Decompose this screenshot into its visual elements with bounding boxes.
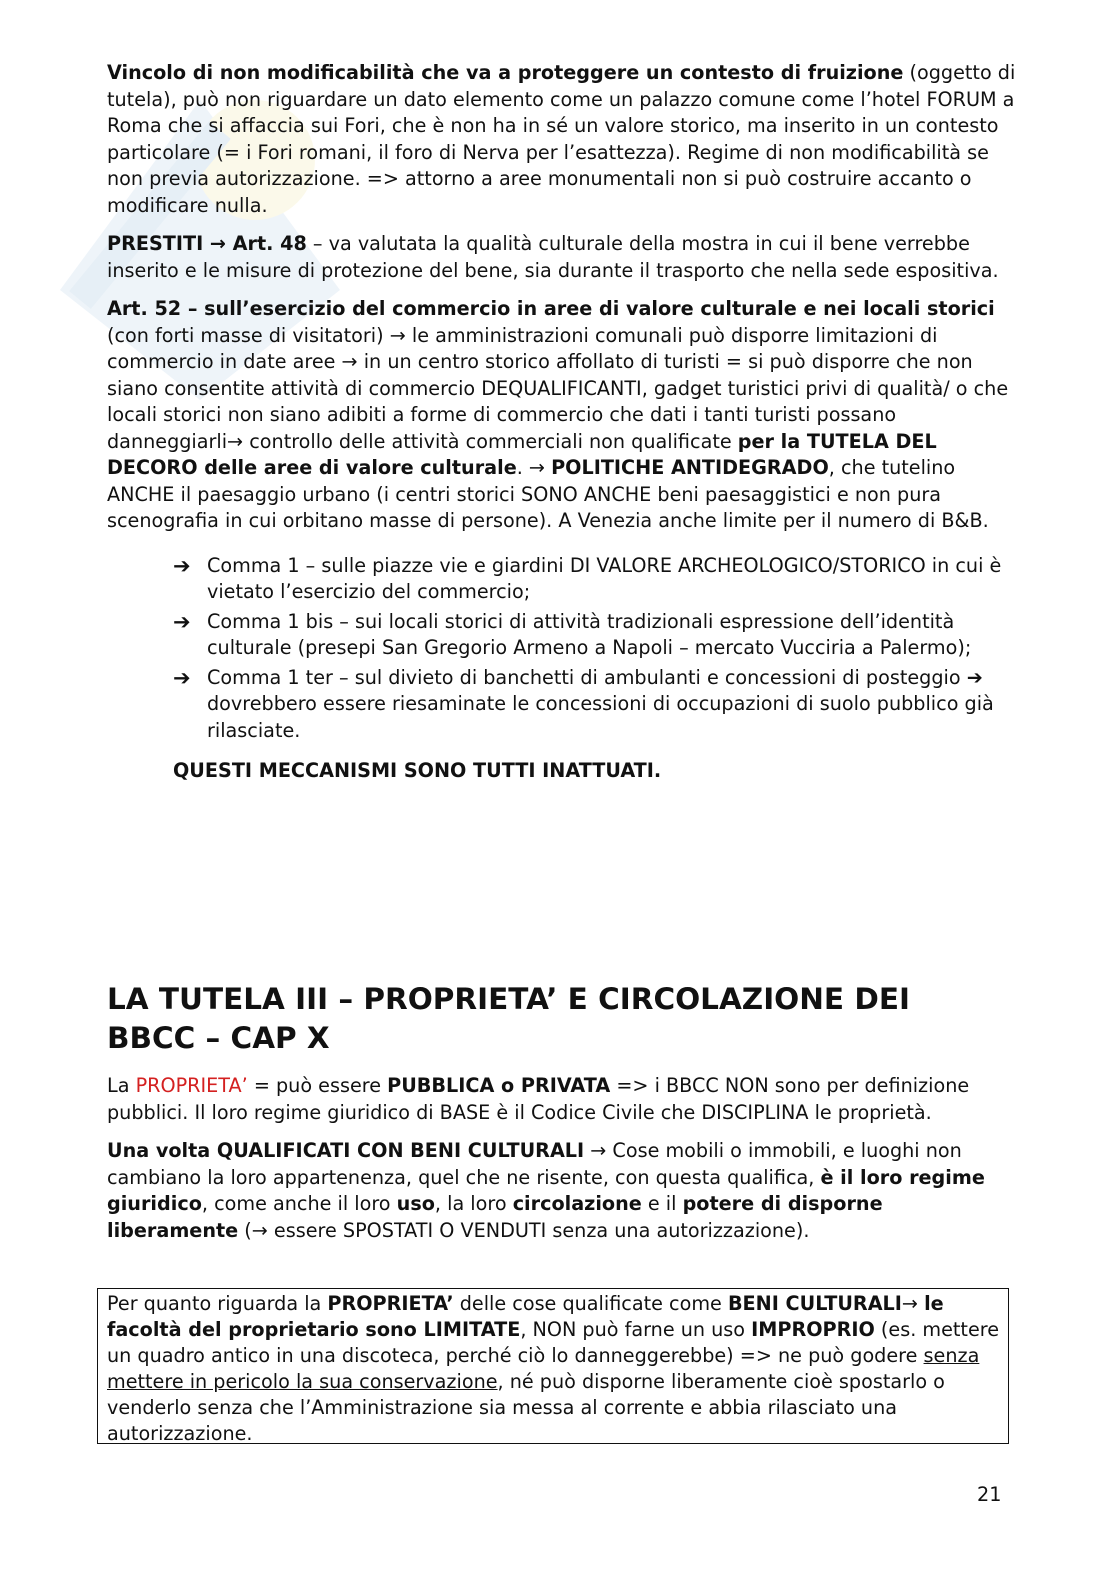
regime-giuridico: è il loro regime giuridico — [107, 1165, 985, 1215]
box-arrow: → — [901, 1292, 925, 1315]
box-text-2: delle cose qualificate come — [453, 1292, 728, 1315]
boxed-note — [97, 1288, 1009, 1444]
proprieta-text-3: => i BBCC NON sono per definizione pubblici. Il loro regime giuridico di BASE è il Codice Civile che DISCIPLINA le proprietà. — [107, 1074, 970, 1124]
qualificati-text-2: , come anche il loro — [201, 1192, 397, 1215]
box-facolta: le facoltà del proprietario sono LIMITATE — [107, 1292, 944, 1341]
page-body — [107, 60, 1017, 785]
paragraph-qualificati — [107, 1138, 1017, 1244]
section-heading: LA TUTELA III – PROPRIETA’ E CIRCOLAZIONE DEI BBCC – CAP X — [107, 982, 910, 1055]
box-proprieta: PROPRIETA’ — [327, 1292, 454, 1315]
bullet-arrow-icon: ➔ — [173, 609, 191, 634]
uso: uso — [396, 1192, 435, 1215]
qualificati-text-4: e il — [641, 1192, 683, 1215]
art-52-lead: Art. 52 – sull’esercizio del commercio in aree di valore culturale e nei locali storici — [107, 297, 995, 320]
comma-1-ter-text: Comma 1 ter – sul divieto di banchetti di ambulanti e concessioni di posteggio — [207, 665, 967, 689]
prestiti-text: – va valutata la qualità culturale della mostra in cui il bene verrebbe inserito e le misure di protezione del bene, sia durante il trasporto che nella sede espositiva. — [107, 232, 999, 282]
bullet-arrow-icon: ➔ — [173, 665, 191, 690]
comma-1-ter-tail: dovrebbero essere riesaminate le concessioni di occupazioni di suolo pubblico già rilasciate. — [207, 692, 994, 742]
box-underlined: senza mettere in pericolo la sua conservazione — [107, 1344, 980, 1393]
box-text-4: (es. mettere un quadro antico in una discoteca, perché ciò lo danneggerebbe) => ne può godere — [107, 1318, 1000, 1367]
qualificati-lead: Una volta QUALIFICATI CON BENI CULTURALI — [107, 1139, 585, 1162]
art-52-sep: . → — [516, 456, 552, 479]
paragraph-vincolo — [107, 60, 1017, 219]
tutela-decoro: per la TUTELA DEL DECORO delle aree di valore culturale — [107, 429, 937, 479]
art-52-tail: , che tutelino ANCHE il paesaggio urbano (i centri storici SONO ANCHE beni paesaggistici e non pura scenografia in cui orbitano masse di persone). A Venezia anche limite per il numero di B&B. — [107, 456, 989, 532]
potere-disporne: potere di disporne liberamente — [107, 1192, 883, 1242]
bullet-arrow-icon: ➔ — [173, 553, 191, 578]
section-body — [107, 1073, 1017, 1244]
vincolo-lead: Vincolo di non modificabilità che va a proteggere un contesto di fruizione — [107, 61, 904, 84]
box-text-1: Per quanto riguarda la — [107, 1292, 328, 1315]
comma-1-text: Comma 1 – sulle piazze vie e giardini DI VALORE ARCHEOLOGICO/STORICO in cui è vietato l’esercizio del commercio; — [207, 553, 1002, 603]
page-number: 21 — [977, 1483, 1002, 1506]
right-arrow-icon: → — [203, 232, 233, 255]
qualificati-text-5: (→ essere SPOSTATI O VENDUTI senza una autorizzazione). — [238, 1218, 810, 1242]
politiche-antidegrado: POLITICHE ANTIDEGRADO — [551, 456, 829, 479]
art-48-label: Art. 48 — [232, 232, 307, 255]
proprieta-text-2: = può essere — [247, 1074, 388, 1097]
prestiti-label: PRESTITI — [107, 232, 204, 255]
final-note: QUESTI MECCANISMI SONO TUTTI INATTUATI. — [173, 759, 662, 782]
paragraph-proprieta — [107, 1073, 1017, 1126]
list-item — [173, 609, 1017, 662]
comma-1-bis-text: Comma 1 bis – sui locali storici di attività tradizionali espressione dell’identità culturale (presepi San Gregorio Armeno a Napoli – mercato Vucciria a Palermo); — [207, 609, 972, 659]
paragraph-prestiti — [107, 231, 1017, 284]
vincolo-text: (oggetto di tutela), può non riguardare un dato elemento come un palazzo comune come l’hotel FORUM a Roma che si affaccia sui Fori, che è non ha in sé un valore storico, ma inserito in un contesto particolare (= i Fori romani, il foro di Nerva per l’esattezza). Regime di non modificabilità se non previa autorizzazione. => attorno a aree monumentali non si può costruire accanto o modificare nulla. — [107, 61, 1016, 217]
proprieta-highlight: PROPRIETA’ — [135, 1074, 248, 1097]
paragraph-art-52 — [107, 296, 1017, 535]
list-item — [173, 665, 1017, 745]
circolazione: circolazione — [512, 1192, 642, 1215]
box-improprio: IMPROPRIO — [751, 1318, 875, 1341]
box-text-5: , né può disporne liberamente cioè spostarlo o venderlo senza che l’Amministrazione sia messa al corrente e abbia rilasciato una autorizzazione. — [107, 1370, 945, 1445]
inline-arrow-icon: ➔ — [966, 665, 983, 689]
art-52-text: (con forti masse di visitatori) → le amministrazioni comunali può disporre limitazioni di commercio in date aree → in un centro storico affollato di turisti = si può disporre che non siano consentite attività di commercio DEQUALIFICANTI, gadget turistici privi di qualità/ o che locali storici non siano adibiti a forme di commercio che dati i tanti turisti possano danneggiarli→ controllo delle attività commerciali non qualificate — [107, 323, 1009, 453]
qualificati-text-1: → Cose mobili o immobili, e luoghi non cambiano la loro appartenenza, quel che ne risente, con questa qualifica, — [107, 1139, 962, 1189]
list-item — [173, 553, 1017, 606]
box-text-3: , NON può farne un uso — [520, 1318, 752, 1341]
comma-list — [173, 553, 1017, 745]
box-beni-culturali: BENI CULTURALI — [727, 1292, 902, 1315]
pubblica-privata: PUBBLICA o PRIVATA — [387, 1074, 611, 1097]
qualificati-text-3: , la loro — [434, 1192, 513, 1215]
proprieta-text-1: La — [107, 1074, 136, 1097]
